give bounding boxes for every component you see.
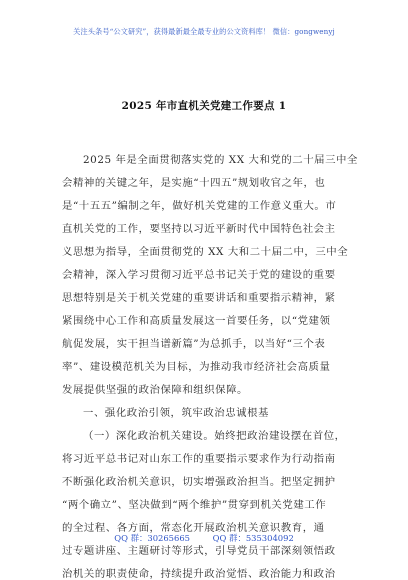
qq-group-2: QQ 群：535304092 xyxy=(212,533,294,543)
body-line: 会精神的关键之年，是实施“十四五”规划收官之年，也 xyxy=(62,177,326,189)
body-line: 率”、建设模范机关为目标，为推动我市经济社会高质量 xyxy=(62,361,331,373)
body-line: 航促发展，实干担当谱新篇”为总抓手，以当好“三个表 xyxy=(62,338,326,350)
body-line: 直机关党的工作，要坚持以习近平新时代中国特色社会主 xyxy=(62,223,336,235)
body-line: 2025 年是全面贯彻落实党的 XX 大和党的二十届三中全 xyxy=(83,154,358,166)
body-line: 一、强化政治引领，筑牢政治忠诚根基 xyxy=(83,407,269,419)
body-line: 将习近平总书记对山东工作的重要指示要求作为行动指南 xyxy=(62,453,336,465)
header-banner: 关注头条号“公文研究”，获得最新最全最专业的公文资料库！ 微信：gongwenyj xyxy=(73,27,335,36)
body-line: 不断强化政治机关意识，切实增强政治担当。把坚定拥护 xyxy=(62,476,336,488)
body-line: 思想特别是关于机关党建的重要讲话和重要指示精神，紧 xyxy=(62,292,336,304)
footer-contact xyxy=(0,532,408,544)
body-line: 发展提供坚强的政治保障和组织保障。 xyxy=(62,384,248,396)
document-title: 2025 年市直机关党建工作要点 1 xyxy=(121,100,287,112)
body-line: 会精神，深入学习贯彻习近平总书记关于党的建设的重要 xyxy=(62,269,336,281)
document-body xyxy=(62,149,358,580)
body-line: 是“十五五”编制之年，做好机关党建的工作意义重大。市 xyxy=(62,200,337,212)
body-line: 的全过程、各方面，常态化开展政治机关意识教育，通 xyxy=(62,522,325,534)
body-line: 过专题讲座、主题研讨等形式，引导党员干部深刻领悟政 xyxy=(62,545,336,557)
qq-group-1: QQ 群：30265665 xyxy=(114,533,190,543)
body-line: 义思想为指导，全面贯彻党的 XX 大和二十届二中，三中全 xyxy=(62,246,349,258)
body-line: （一）深化政治机关建设。始终把政治建设摆在首位， xyxy=(83,430,346,442)
body-line: 紧围绕中心工作和高质量发展这一首要任务，以“党建领 xyxy=(62,315,331,327)
body-line: 治机关的职责使命，持续提升政治觉悟、政治能力和政治 xyxy=(62,568,336,580)
body-line: “两个确立”、坚决做到“两个维护”贯穿到机关党建工作 xyxy=(62,499,327,511)
